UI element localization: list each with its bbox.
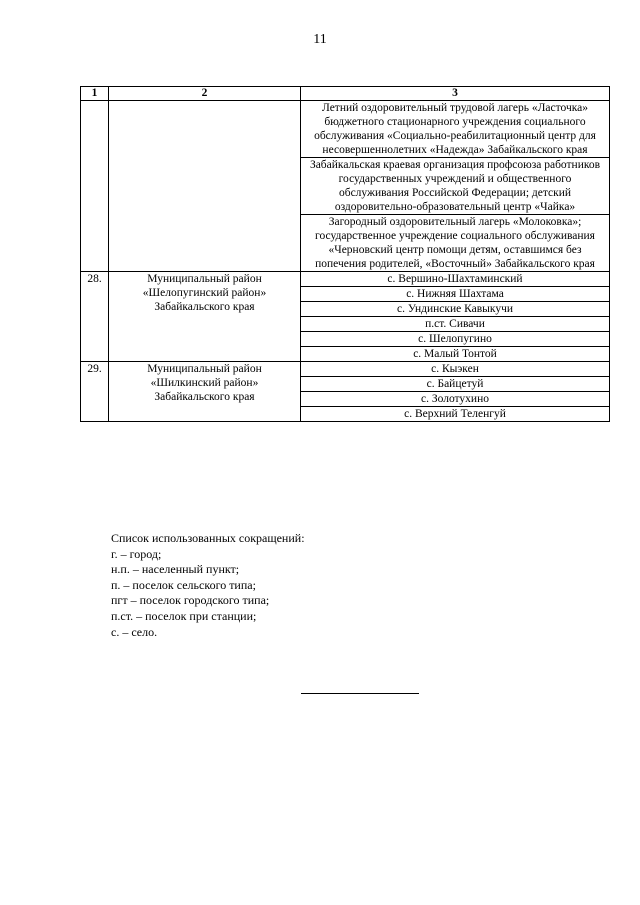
table-row (81, 101, 610, 158)
page-number: 11 (313, 32, 327, 47)
row-number-cell: 28. (81, 272, 109, 362)
settlement-cell: с. Нижняя Шахтама (301, 287, 610, 302)
table-header-row (81, 87, 610, 101)
region-cell: Муниципальный район «Шелопугинский район» Забайкальского края (109, 272, 301, 362)
column-header-2: 2 (109, 87, 301, 101)
region-cell: Муниципальный район «Шилкинский район» Забайкальского края (109, 362, 301, 422)
settlements-table (80, 86, 610, 422)
row-number-cell (81, 101, 109, 272)
table-row (81, 362, 610, 377)
settlement-cell: с. Малый Тонтой (301, 347, 610, 362)
settlement-cell: с. Ундинские Кавыкучи (301, 302, 610, 317)
abbreviation-item: п.ст. – поселок при станции; (111, 608, 257, 623)
abbreviation-item: н.п. – населенный пункт; (111, 562, 240, 577)
region-cell (109, 101, 301, 272)
camp-cell: Забайкальская краевая организация профсоюза работников государственных учреждений и общественного обслуживания Российской Федерации; детский оздоровительно-образовательный центр «Чайка» (301, 158, 610, 215)
end-rule (301, 693, 419, 694)
settlement-cell: с. Кыэкен (301, 362, 610, 377)
settlement-cell: с. Вершино-Шахтаминский (301, 272, 610, 287)
settlement-cell: с. Верхний Теленгуй (301, 407, 610, 422)
column-header-3: 3 (301, 87, 610, 101)
table-row (81, 272, 610, 287)
abbreviations-title: Список использованных сокращений: (111, 531, 305, 545)
camp-cell: Летний оздоровительный трудовой лагерь «Ласточка» бюджетного стационарного учреждения социального обслуживания «Социально-реабилитационный центр для несовершеннолетних «Надежда» Забайкальского края (301, 101, 610, 158)
camp-cell: Загородный оздоровительный лагерь «Молоковка»; государственное учреждение социального обслуживания «Черновский центр помощи детям, оставшимся без попечения родителей, «Восточный» Забайкальского края (301, 215, 610, 272)
settlement-cell: п.ст. Сивачи (301, 317, 610, 332)
row-number-cell: 29. (81, 362, 109, 422)
settlement-cell: с. Байцетуй (301, 377, 610, 392)
settlement-cell: с. Шелопугино (301, 332, 610, 347)
abbreviation-item: п. – поселок сельского типа; (111, 577, 256, 592)
abbreviation-item: с. – село. (111, 624, 158, 639)
settlement-cell: с. Золотухино (301, 392, 610, 407)
abbreviations-list (111, 531, 305, 640)
column-header-1: 1 (81, 87, 109, 101)
abbreviation-item: пгт – поселок городского типа; (111, 593, 270, 608)
abbreviation-item: г. – город; (111, 546, 162, 561)
